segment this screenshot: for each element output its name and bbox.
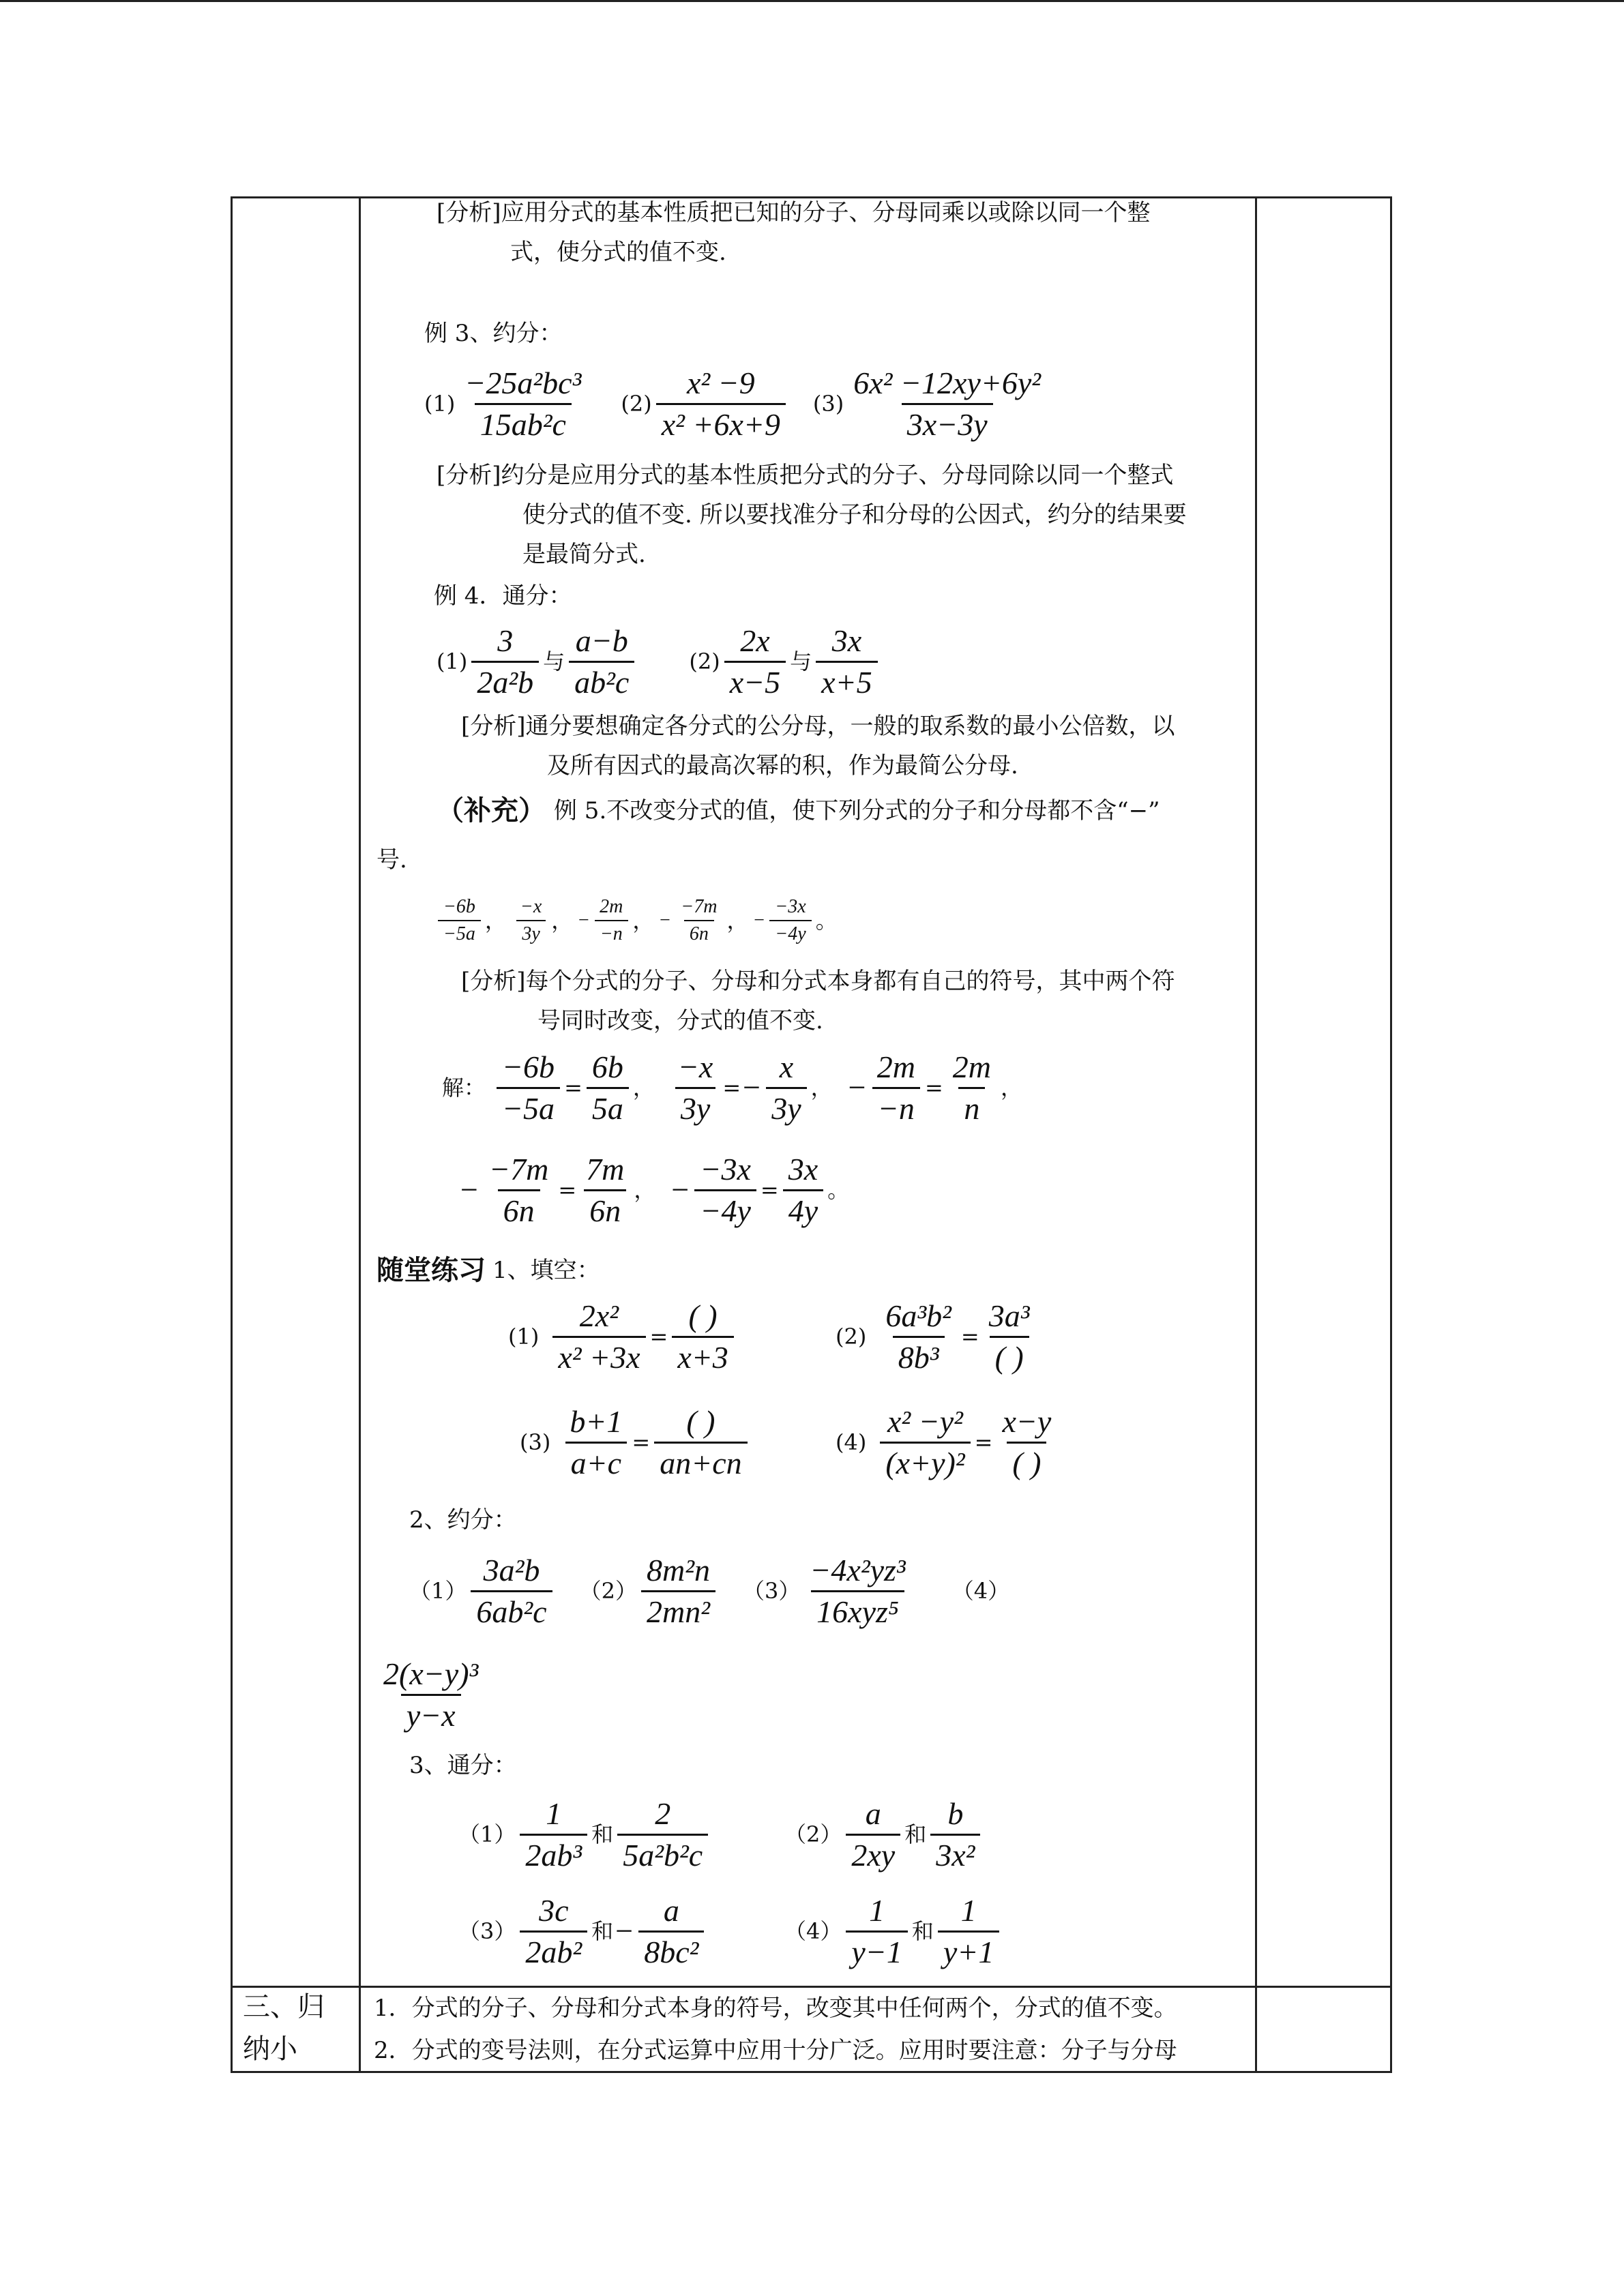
fraction — [872, 1047, 921, 1129]
fraction — [846, 1794, 900, 1875]
joiner: 和 — [591, 1918, 614, 1944]
fraction — [471, 1551, 552, 1632]
equals: = — [722, 1075, 741, 1101]
sign: − — [846, 1070, 868, 1105]
q1-item — [836, 1296, 1039, 1377]
ex3-label-3: (3) — [812, 391, 844, 417]
equals: = — [974, 1429, 993, 1455]
fraction-denominator: 2mn² — [641, 1590, 715, 1632]
sign: − — [752, 910, 766, 931]
ex3-analysis-line1: [分析]约分是应用分式的基本性质把分式的分子、分母同除以同一个整式 — [437, 462, 1174, 489]
q1-item — [520, 1402, 836, 1483]
equals: = — [558, 1177, 577, 1203]
ex5-title-cont: 号. — [377, 846, 407, 874]
joiner: 和 — [904, 1821, 927, 1847]
equals: = — [564, 1075, 582, 1101]
fraction-numerator: x² −y² — [887, 1403, 963, 1439]
ex3-analysis-line2: 使分式的值不变. 所以要找准分子和分母的公因式，约分的结果要 — [522, 501, 1187, 528]
small-fraction — [438, 894, 481, 947]
practice-q1-row2 — [520, 1398, 1061, 1487]
fraction-denominator: ( ) — [990, 1336, 1029, 1377]
fraction-numerator: 3a³ — [988, 1298, 1030, 1333]
item-label: （4） — [784, 1918, 842, 1944]
fraction-denominator: x² +3x — [552, 1336, 645, 1377]
fraction-numerator: 3x — [831, 623, 862, 658]
fraction-numerator: 2m — [952, 1049, 991, 1084]
ex5-solution-row1 — [442, 1043, 1022, 1132]
fraction-numerator: −3x — [775, 896, 806, 917]
fraction-numerator: ( ) — [686, 1403, 715, 1439]
equals: = — [960, 1324, 979, 1350]
joiner: 和 — [591, 1821, 614, 1847]
fraction-denominator: 2ab³ — [520, 1834, 587, 1875]
item-label: （3） — [458, 1918, 516, 1944]
ex3-label-2: (2) — [621, 391, 652, 417]
fraction — [880, 1402, 970, 1483]
fraction-numerator: 2m — [876, 1049, 915, 1084]
solution-equation — [669, 1150, 849, 1231]
fraction-numerator: 2(x−y)³ — [383, 1656, 479, 1691]
summary-side-line1: 三、归 — [243, 1991, 325, 2023]
fraction-numerator: 3a²b — [483, 1552, 540, 1587]
example-5-analysis — [461, 961, 1175, 1041]
ex4-fraction-1b — [569, 621, 634, 702]
separator: 。 — [815, 908, 838, 934]
practice-q1-title: 1、填空： — [492, 1257, 600, 1284]
separator: ， — [726, 908, 749, 934]
fraction-denominator: ( ) — [1007, 1442, 1046, 1483]
fraction — [996, 1402, 1057, 1483]
fraction-numerator: −7m — [489, 1151, 549, 1187]
practice-q2-title: 2、约分： — [409, 1506, 517, 1534]
fraction-numerator: x−y — [1002, 1403, 1052, 1439]
fraction — [638, 1891, 704, 1972]
separator: ， — [1000, 1075, 1022, 1101]
fraction-denominator: −n — [595, 920, 628, 947]
fraction-numerator: 2 — [655, 1795, 671, 1831]
q3-item — [458, 1891, 784, 1972]
ex5-solution-row2 — [458, 1146, 849, 1234]
ex4-fraction-1a — [471, 621, 539, 702]
fraction-numerator: 2m — [600, 896, 623, 917]
ex5-list-item — [434, 894, 507, 947]
ex3-fraction-1 — [459, 363, 587, 445]
ex5-supplement: （补充） — [437, 795, 546, 826]
fraction — [641, 1551, 715, 1632]
item-label: （3） — [742, 1578, 801, 1604]
item-label: (3) — [520, 1429, 551, 1455]
fraction-denominator: n — [958, 1087, 985, 1129]
fraction-numerator: −6b — [443, 896, 475, 917]
solution-label: 解： — [442, 1075, 486, 1101]
fraction-denominator: 4y — [783, 1189, 823, 1231]
example-5-header — [437, 791, 1160, 831]
ex4-label-2: (2) — [689, 648, 720, 674]
fraction-numerator: x² −9 — [686, 365, 755, 400]
ex3-fraction-2 — [656, 363, 786, 445]
summary-side-line2: 纳小 — [243, 2033, 297, 2065]
practice-heading-row — [377, 1251, 600, 1290]
fraction-numerator: 3x — [788, 1151, 818, 1187]
ex4-analysis-line2: 及所有因式的最高次幂的积，作为最简公分母. — [547, 752, 1018, 779]
ex5-analysis-line2: 号同时改变，分式的值不变. — [537, 1007, 823, 1034]
equals: = — [760, 1177, 779, 1203]
fraction-numerator: ( ) — [688, 1298, 718, 1333]
fraction-numerator: 6b — [591, 1049, 623, 1084]
ex4-joiner-1: 与 — [543, 648, 565, 674]
q3-item — [784, 1891, 1003, 1972]
fraction — [846, 1891, 907, 1972]
fraction-numerator: 3 — [497, 623, 514, 658]
fraction-denominator: ab²c — [569, 661, 634, 702]
ex3-analysis-line3: 是最简分式. — [522, 541, 646, 568]
item-label: （2） — [579, 1578, 637, 1604]
example-3-analysis — [437, 456, 1187, 574]
fraction-denominator: 5a²b²c — [617, 1834, 708, 1875]
small-fraction — [769, 894, 811, 947]
practice-q3-row2 — [458, 1883, 1003, 1979]
ex5-analysis-line1: [分析]每个分式的分子、分母和分式本身都有自己的符号，其中两个符 — [461, 968, 1175, 995]
ex5-list-item — [577, 894, 654, 947]
fraction-denominator: 16xyz⁵ — [811, 1590, 904, 1632]
q1-item — [836, 1402, 1061, 1483]
fraction — [564, 1402, 628, 1483]
fraction-denominator: 6ab²c — [471, 1590, 552, 1632]
item-label: （2） — [784, 1821, 842, 1847]
example-3-items — [424, 359, 1050, 448]
separator: ， — [632, 1075, 655, 1101]
fraction-denominator: 15ab²c — [475, 403, 572, 445]
fraction-denominator: a+c — [565, 1442, 627, 1483]
summary-line2: 2．分式的变号法则，在分式运算中应用十分广泛。应用时要注意：分子与分母 — [374, 2037, 1177, 2064]
fraction-denominator: −4y — [694, 1189, 756, 1231]
fraction-denominator: 2a²b — [471, 661, 539, 702]
summary-line1: 1．分式的分子、分母和分式本身的符号，改变其中任何两个，分式的值不变。 — [374, 1995, 1177, 2022]
fraction — [673, 1047, 718, 1129]
fraction-denominator: 8bc² — [638, 1930, 704, 1972]
fraction-denominator: −n — [872, 1087, 920, 1129]
fraction-denominator: (x+y)² — [880, 1442, 970, 1483]
fraction — [766, 1047, 806, 1129]
small-fraction — [675, 894, 722, 947]
fraction — [497, 1047, 560, 1129]
fraction-numerator: 8m²n — [646, 1552, 710, 1587]
fraction-denominator: x+3 — [672, 1336, 733, 1377]
analysis-1-line2: 式，使分式的值不变. — [510, 239, 726, 266]
fraction-numerator: −7m — [681, 896, 718, 917]
sign: − — [577, 910, 591, 931]
fraction-numerator: −6b — [502, 1049, 555, 1084]
ex4-analysis-line1: [分析]通分要想确定各分式的公分母，一般的取系数的最小公倍数，以 — [461, 713, 1175, 740]
q3-item — [458, 1794, 784, 1875]
practice-heading: 随堂练习 — [377, 1255, 486, 1286]
practice-q2-item4 — [374, 1650, 488, 1739]
ex4-joiner-2: 与 — [790, 648, 812, 674]
fraction-numerator: −x — [520, 896, 542, 917]
equals: = — [649, 1324, 668, 1350]
fraction-denominator: 3x² — [930, 1834, 980, 1875]
practice-q3-title: 3、通分： — [409, 1752, 517, 1779]
fraction-numerator: 2x² — [579, 1298, 619, 1333]
fraction-denominator: −5a — [497, 1087, 560, 1129]
fraction-denominator: −5a — [438, 920, 481, 947]
page-top-rule — [0, 0, 1624, 2]
fraction-numerator: a−b — [575, 623, 628, 658]
item-label: (4) — [836, 1429, 867, 1455]
practice-q1-row1 — [508, 1292, 1039, 1381]
example-4-title: 例 4．通分： — [434, 582, 572, 610]
fraction — [783, 1150, 823, 1231]
fraction — [484, 1150, 554, 1231]
item-label: (1) — [508, 1324, 540, 1350]
fraction — [984, 1296, 1035, 1377]
fraction-numerator: 6a³b² — [885, 1298, 951, 1333]
fraction-numerator: 6x² −12xy+6y² — [853, 365, 1042, 400]
ex4-fraction-2a — [724, 621, 786, 702]
fraction — [672, 1296, 733, 1377]
practice-q2-row — [409, 1547, 1009, 1635]
example-3-title: 例 3、约分： — [424, 320, 563, 347]
q3-item — [784, 1794, 984, 1875]
table-border-col2 — [1255, 196, 1257, 2073]
table-border-right — [1390, 196, 1392, 2073]
fraction — [617, 1794, 708, 1875]
ex3-label-1: (1) — [424, 391, 456, 417]
item-label: （1） — [458, 1821, 516, 1847]
fraction-numerator: −3x — [700, 1151, 751, 1187]
separator: 。 — [827, 1177, 850, 1203]
equals: = — [924, 1075, 943, 1101]
fraction-numerator: x — [779, 1049, 794, 1084]
fraction-denominator: 2xy — [846, 1834, 900, 1875]
fraction — [938, 1891, 999, 1972]
joiner: 和 — [911, 1918, 934, 1944]
fraction — [804, 1551, 911, 1632]
fraction — [520, 1891, 587, 1972]
ex4-label-1: (1) — [437, 648, 468, 674]
ex5-list-item — [658, 894, 748, 947]
fraction-denominator: x+5 — [816, 661, 877, 702]
ex5-title: 例 5.不改变分式的值，使下列分式的分子和分母都不含“−” — [554, 797, 1160, 824]
separator: ， — [634, 1177, 656, 1203]
fraction-denominator: x² +6x+9 — [656, 403, 786, 445]
small-fraction — [594, 894, 628, 947]
sign: − — [669, 1172, 691, 1207]
q1-item — [508, 1296, 836, 1377]
ex5-list-item — [752, 894, 837, 947]
solution-equation — [458, 1150, 655, 1231]
fraction-numerator: 7m — [586, 1151, 625, 1187]
fraction-denominator: an+cn — [654, 1442, 747, 1483]
fraction-numerator: a — [865, 1795, 881, 1831]
fraction-numerator: −x — [677, 1049, 713, 1084]
analysis-1-line1: [分析]应用分式的基本性质把已知的分子、分母同乘以或除以同一个整 — [437, 199, 1151, 226]
summary-side-heading — [243, 1986, 325, 2070]
fraction-denominator: x−5 — [724, 661, 786, 702]
fraction — [930, 1794, 980, 1875]
sign: − — [458, 1172, 480, 1207]
sign: − — [658, 910, 672, 931]
ex3-fraction-3 — [848, 363, 1046, 445]
table-border-left — [231, 196, 233, 2073]
practice-q3-row1 — [458, 1787, 984, 1882]
fraction-numerator: a — [663, 1892, 679, 1928]
fraction-denominator: y−x — [401, 1694, 461, 1735]
fraction-numerator: 1 — [960, 1892, 977, 1928]
item-label: （1） — [409, 1578, 467, 1604]
solution-equation — [492, 1047, 655, 1129]
ex5-list-item — [511, 894, 573, 947]
solution-equation — [668, 1047, 833, 1129]
solution-equation — [846, 1047, 1022, 1129]
fraction — [654, 1402, 747, 1483]
table-border-col1 — [359, 196, 361, 2073]
small-fraction — [515, 894, 547, 947]
sign: − — [613, 1913, 635, 1948]
fraction — [587, 1047, 629, 1129]
fraction — [552, 1296, 645, 1377]
analysis-1 — [437, 193, 1151, 272]
separator: ， — [484, 908, 507, 934]
fraction-denominator: 6n — [684, 920, 714, 947]
fraction — [580, 1150, 630, 1231]
example-4-analysis — [461, 706, 1175, 786]
fraction-denominator: y−1 — [846, 1930, 907, 1972]
fraction-denominator: 6n — [498, 1189, 540, 1231]
separator: ， — [632, 908, 655, 934]
fraction-denominator: 8b³ — [893, 1336, 945, 1377]
fraction — [880, 1296, 957, 1377]
item-label: （4） — [951, 1578, 1010, 1604]
fraction-denominator: 3y — [766, 1087, 806, 1129]
fraction-denominator: 2ab² — [520, 1930, 587, 1972]
fraction-numerator: b+1 — [570, 1403, 623, 1439]
summary-content — [374, 1987, 1177, 2072]
fraction-numerator: b — [947, 1795, 964, 1831]
separator: ， — [551, 908, 574, 934]
fraction — [520, 1794, 587, 1875]
fraction-numerator: −4x²yz³ — [810, 1552, 906, 1587]
fraction-numerator: 1 — [869, 1892, 885, 1928]
fraction-denominator: 3y — [516, 920, 545, 947]
fraction-numerator: 2x — [740, 623, 770, 658]
equals: = — [632, 1429, 651, 1455]
separator: ， — [810, 1075, 833, 1101]
example-5-list — [434, 890, 838, 951]
fraction — [947, 1047, 996, 1129]
fraction-denominator: 5a — [587, 1087, 629, 1129]
fraction-numerator: 3c — [539, 1892, 569, 1928]
fraction-denominator: −4y — [769, 920, 811, 947]
fraction-numerator: 1 — [546, 1795, 562, 1831]
fraction-numerator: −25a²bc³ — [464, 365, 582, 400]
sign: − — [741, 1070, 763, 1105]
fraction-denominator: 3y — [675, 1087, 715, 1129]
fraction-denominator: 3x−3y — [902, 403, 993, 445]
fraction-denominator: y+1 — [938, 1930, 999, 1972]
item-label: (2) — [836, 1324, 867, 1350]
fraction-denominator: 6n — [584, 1189, 626, 1231]
ex4-fraction-2b — [816, 621, 877, 702]
fraction — [694, 1150, 756, 1231]
fraction — [378, 1654, 484, 1735]
example-4-items — [437, 617, 882, 706]
